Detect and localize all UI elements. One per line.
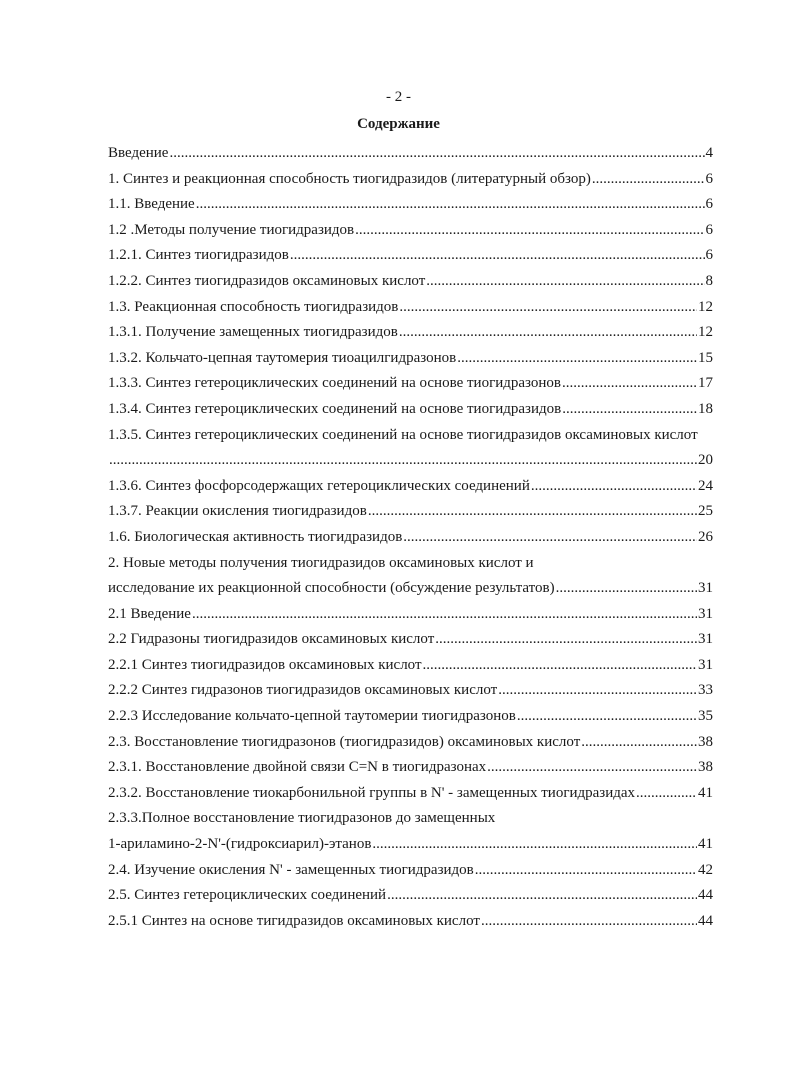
- toc-entry-label: 2.1 Введение: [108, 605, 191, 622]
- toc-entry-page: 24: [698, 477, 713, 494]
- toc-entry-label: 1.1. Введение: [108, 196, 195, 213]
- toc-entry-label: 2.2.1 Синтез тиогидразидов оксаминовых кислот: [108, 656, 422, 673]
- toc-title: Содержание: [357, 116, 440, 132]
- toc-entry-page: 6: [705, 170, 713, 187]
- toc-entry: [108, 832, 713, 858]
- toc-entry-label: 1.6. Биологическая активность тиогидразидов: [108, 528, 403, 545]
- toc-entry-page: 33: [698, 682, 713, 699]
- toc-entry: [108, 858, 713, 884]
- dot-leader: [196, 192, 705, 218]
- toc-entry: [108, 243, 713, 269]
- toc-entry-page: 6: [705, 247, 713, 264]
- toc-entry: [108, 218, 713, 244]
- toc-entry-label: 1-ариламино-2-N'-(гидроксиарил)-этанов: [108, 836, 372, 853]
- toc-entry: [108, 653, 713, 679]
- toc-entry-label: 2.4. Изучение окисления N' - замещенных тиогидразидов: [108, 861, 474, 878]
- dot-leader: [423, 653, 697, 679]
- toc-entry-page: 8: [705, 272, 713, 289]
- toc-entry: [108, 397, 713, 423]
- toc-entry: [108, 448, 713, 474]
- dot-leader: [387, 883, 697, 909]
- toc-entry-page: 41: [698, 784, 713, 801]
- toc-entry-page: 44: [698, 887, 713, 904]
- toc-entry-page: 17: [698, 375, 713, 392]
- toc-entry-label: 2.3.2. Восстановление тиокарбонильной группы в N' - замещенных тиогидразидах: [108, 784, 636, 801]
- toc-entry: [108, 269, 713, 295]
- toc-entry-label: 1.3. Реакционная способность тиогидразидов: [108, 298, 399, 315]
- toc-entry-page: 12: [698, 324, 713, 341]
- toc-entry: [108, 474, 713, 500]
- dot-leader: [426, 269, 704, 295]
- toc-entry-label: 1.3.7. Реакции окисления тиогидразидов: [108, 503, 367, 520]
- dot-leader: [592, 167, 705, 193]
- toc-entry-label: 1.3.1. Получение замещенных тиогидразидов: [108, 324, 398, 341]
- dot-leader: [403, 525, 697, 551]
- dot-leader: [481, 909, 697, 935]
- dot-leader: [290, 243, 705, 269]
- toc-entry: [108, 320, 713, 346]
- toc-entry-page: 4: [705, 145, 713, 161]
- toc-entry: [108, 883, 713, 909]
- table-of-contents: [108, 141, 713, 934]
- toc-entry-label: 2.3.3.Полное восстановление тиогидразонов до замещенных: [108, 810, 496, 827]
- toc-entry: [108, 730, 713, 756]
- toc-entry: [108, 755, 713, 781]
- toc-entry: [108, 346, 713, 372]
- toc-entry-label: 2.3. Восстановление тиогидразонов (тиогидразидов) оксаминовых кислот: [108, 733, 581, 750]
- toc-entry-page: 6: [705, 221, 713, 238]
- dot-leader: [399, 295, 697, 321]
- toc-entry: [108, 141, 713, 167]
- dot-leader: [636, 781, 697, 807]
- dot-leader: [517, 704, 697, 730]
- toc-entry-label: 1.3.5. Синтез гетероциклических соединений на основе тиогидразидов оксаминовых кислот: [108, 426, 698, 443]
- toc-entry-page: 15: [698, 349, 713, 366]
- dot-leader: [192, 602, 697, 628]
- toc-entry-page: 31: [698, 631, 713, 648]
- dot-leader: [475, 858, 697, 884]
- toc-entry-page: 41: [698, 836, 713, 853]
- toc-entry-label: 2.2.2 Синтез гидразонов тиогидразидов оксаминовых кислот: [108, 682, 498, 699]
- toc-entry-page: 31: [698, 605, 713, 622]
- toc-entry-page: 25: [698, 503, 713, 520]
- toc-entry-label: 2.3.1. Восстановление двойной связи C=N в тиогидразонах: [108, 759, 487, 776]
- toc-entry: [108, 499, 713, 525]
- toc-entry-page: 12: [698, 298, 713, 315]
- toc-entry-page: 31: [698, 580, 713, 597]
- toc-entry: [108, 909, 713, 935]
- toc-entry: [108, 525, 713, 551]
- toc-entry-label: 1.3.6. Синтез фосфорсодержащих гетероциклических соединений: [108, 477, 530, 494]
- toc-entry: [108, 781, 713, 807]
- page-number: - 2 -: [386, 89, 411, 105]
- toc-entry: [108, 627, 713, 653]
- dot-leader: [562, 371, 697, 397]
- toc-entry-label: 2. Новые методы получения тиогидразидов оксаминовых кислот и: [108, 554, 534, 571]
- toc-entry: [108, 192, 713, 218]
- toc-entry: [108, 704, 713, 730]
- toc-entry-page: 38: [698, 759, 713, 776]
- toc-entry: [108, 167, 713, 193]
- dot-leader: [556, 576, 697, 602]
- toc-entry: [108, 602, 713, 628]
- toc-entry-label: 1.3.2. Кольчато-цепная таутомерия тиоацилгидразонов: [108, 349, 457, 366]
- dot-leader: [457, 346, 697, 372]
- toc-entry: [108, 423, 713, 449]
- toc-entry: [108, 576, 713, 602]
- toc-entry-label: 1. Синтез и реакционная способность тиогидразидов (литературный обзор): [108, 170, 591, 187]
- toc-entry-page: 26: [698, 528, 713, 545]
- toc-entry-label: 1.2.1. Синтез тиогидразидов: [108, 247, 289, 264]
- toc-entry-page: 18: [698, 400, 713, 417]
- dot-leader: [498, 678, 697, 704]
- toc-entry-label: 1.2 .Методы получение тиогидразидов: [108, 221, 355, 238]
- dot-leader: [531, 474, 697, 500]
- dot-leader: [368, 499, 697, 525]
- toc-entry-page: 35: [698, 708, 713, 725]
- dot-leader: [435, 627, 697, 653]
- dot-leader: [355, 218, 704, 244]
- dot-leader: [562, 397, 697, 423]
- toc-entry-label: 1.3.4. Синтез гетероциклических соединений на основе тиогидразидов: [108, 400, 562, 417]
- toc-entry-page: 31: [698, 656, 713, 673]
- toc-entry-page: 42: [698, 861, 713, 878]
- toc-entry: [108, 551, 713, 577]
- toc-entry-page: 6: [705, 196, 713, 213]
- toc-entry-page: 38: [698, 733, 713, 750]
- toc-entry: [108, 371, 713, 397]
- toc-entry: [108, 678, 713, 704]
- dot-leader: [169, 141, 704, 167]
- dot-leader: [109, 448, 697, 474]
- dot-leader: [581, 730, 697, 756]
- toc-entry-page: 20: [698, 452, 713, 469]
- toc-entry-label: Введение: [108, 145, 169, 161]
- toc-entry-label: исследование их реакционной способности (обсуждение результатов): [108, 580, 555, 597]
- toc-entry-label: 2.5. Синтез гетероциклических соединений: [108, 887, 387, 904]
- dot-leader: [399, 320, 697, 346]
- dot-leader: [487, 755, 697, 781]
- toc-entry-label: 1.3.3. Синтез гетероциклических соединений на основе тиогидразонов: [108, 375, 561, 392]
- toc-entry-label: 2.5.1 Синтез на основе тигидразидов оксаминовых кислот: [108, 912, 480, 929]
- toc-entry: [108, 806, 713, 832]
- toc-entry-label: 2.2.3 Исследование кольчато-цепной таутомерии тиогидразонов: [108, 708, 516, 725]
- toc-entry-label: 1.2.2. Синтез тиогидразидов оксаминовых кислот: [108, 272, 426, 289]
- toc-entry: [108, 295, 713, 321]
- dot-leader: [372, 832, 697, 858]
- toc-entry-label: 2.2 Гидразоны тиогидразидов оксаминовых кислот: [108, 631, 435, 648]
- toc-entry-page: 44: [698, 912, 713, 929]
